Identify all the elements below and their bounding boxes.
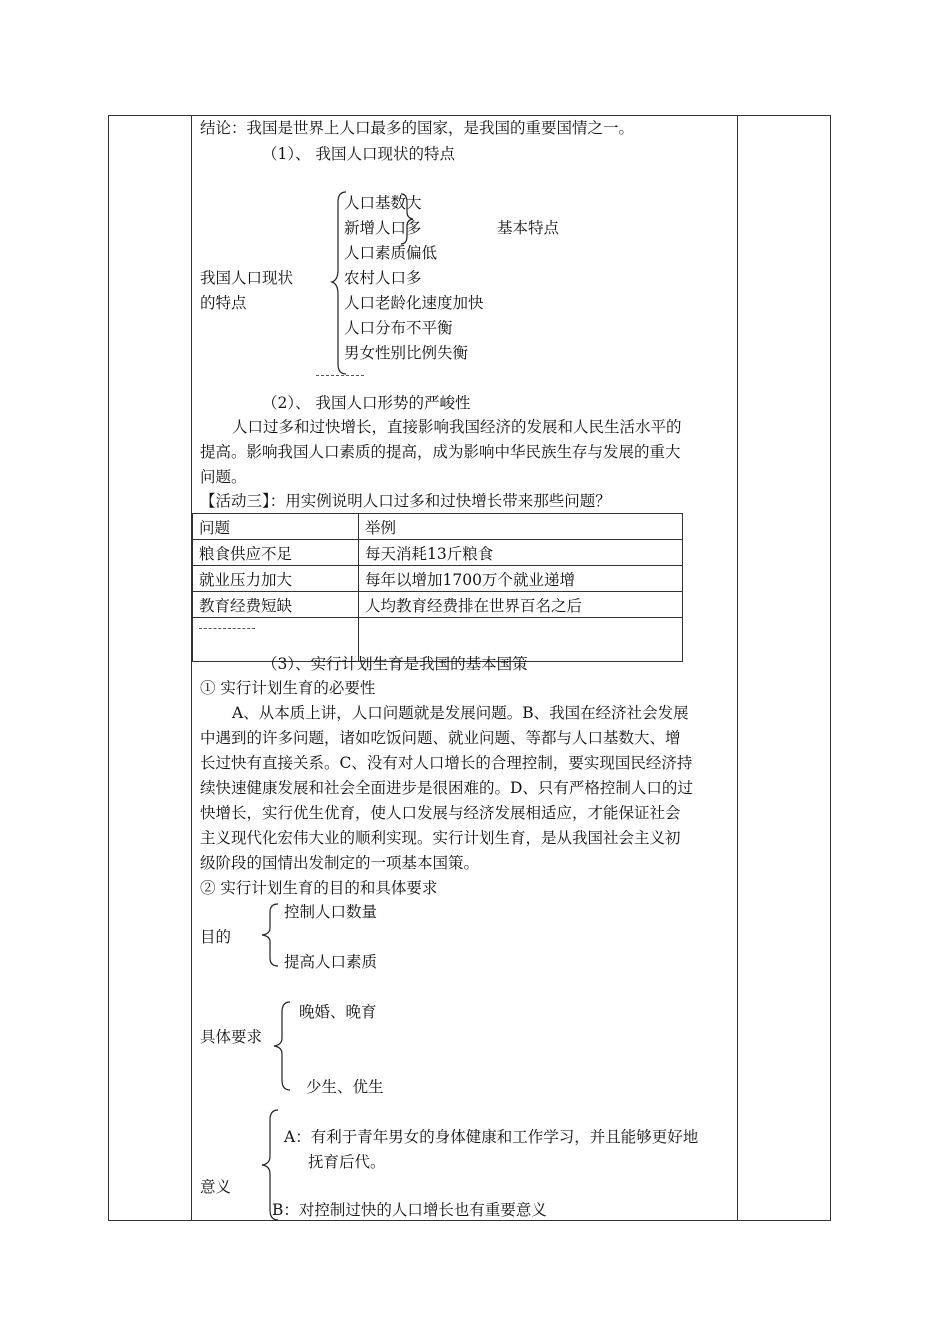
feature-item: 人口素质偏低 xyxy=(344,244,438,262)
section3-para-line: 快增长，实行优生优育，使人口发展与经济发展相适应，才能保证社会 xyxy=(200,804,681,822)
section3-heading: （3）、实行计划生育是我国的基本国策 xyxy=(262,655,528,673)
feature-item: 人口分布不平衡 xyxy=(344,319,453,337)
section2-para-line: 提高。影响我国人口素质的提高，成为影响中华民族生存与发展的重大 xyxy=(200,443,681,461)
requirement-item: 少生、优生 xyxy=(306,1078,384,1096)
section3-para-line: 续快速健康发展和社会全面进步是很困难的。D、只有严格控制人口的过 xyxy=(200,779,693,797)
column-divider-right xyxy=(737,115,738,1221)
requirements-label: 具体要求 xyxy=(200,1028,263,1046)
table-header-cell: 举例 xyxy=(359,514,683,540)
purpose-item: 提高人口素质 xyxy=(284,953,378,971)
column-divider-left xyxy=(191,115,192,1221)
meaning-a-line2: 抚育后代。 xyxy=(308,1153,386,1171)
table-cell: 每年以增加1700万个就业递增 xyxy=(359,566,683,592)
table-cell: 粮食供应不足 xyxy=(193,540,359,566)
feature-item: 农村人口多 xyxy=(344,269,422,287)
purpose-item: 控制人口数量 xyxy=(284,903,378,921)
section3-para-line: 级阶段的国情出发制定的一项基本国策。 xyxy=(200,854,480,872)
table-cell: 人均教育经费排在世界百名之后 xyxy=(359,592,683,618)
conclusion-text: 结论：我国是世界上人口最多的国家，是我国的重要国情之一。 xyxy=(200,119,635,137)
purpose-label: 目的 xyxy=(200,928,232,946)
feature-item: 新增人口多 xyxy=(344,219,422,237)
section2-para-line: 人口过多和过快增长，直接影响我国经济的发展和人民生活水平的 xyxy=(232,418,682,436)
section1-label-line1: 我国人口现状 xyxy=(200,269,294,287)
section3-sub1: ① 实行计划生育的必要性 xyxy=(200,679,376,697)
table-header-row xyxy=(193,514,683,540)
meaning-a-line1: A：有利于青年男女的身体健康和工作学习，并且能够更好地 xyxy=(284,1128,699,1146)
section2-para-line: 问题。 xyxy=(200,468,247,486)
activity-table xyxy=(192,513,683,662)
dashed-continuation xyxy=(199,628,255,629)
basic-features-label: 基本特点 xyxy=(497,219,560,237)
section3-para-line: 中遇到的许多问题，诸如吃饭问题、就业问题、等都与人口基数大、增 xyxy=(200,729,681,747)
section3-para-line: A、从本质上讲，人口问题就是发展问题。B、我国在经济社会发展 xyxy=(232,704,689,722)
table-row xyxy=(193,592,683,618)
feature-item: 人口老龄化速度加快 xyxy=(344,294,484,312)
table-cell: 每天消耗13斤粮食 xyxy=(359,540,683,566)
table-cell: 就业压力加大 xyxy=(193,566,359,592)
requirements-brace xyxy=(270,998,296,1094)
dashed-continuation xyxy=(316,375,364,376)
feature-item: 男女性别比例失衡 xyxy=(344,344,469,362)
meaning-b: B：对控制过快的人口增长也有重要意义 xyxy=(272,1201,547,1219)
feature-item: 人口基数大 xyxy=(344,194,422,212)
section1-label-line2: 的特点 xyxy=(200,294,247,312)
purpose-brace xyxy=(258,900,284,970)
table-row xyxy=(193,540,683,566)
section3-sub2: ② 实行计划生育的目的和具体要求 xyxy=(200,879,438,897)
section3-para-line: 长过快有直接关系。C、没有对人口增长的合理控制，要实现国民经济持 xyxy=(200,754,693,772)
section3-para-line: 主义现代化宏伟大业的顺利实现。实行计划生育，是从我国社会主义初 xyxy=(200,829,681,847)
table-cell: 教育经费短缺 xyxy=(193,592,359,618)
requirement-item: 晚婚、晚育 xyxy=(299,1003,377,1021)
section1-heading: （1）、 我国人口现状的特点 xyxy=(262,145,456,163)
table-header-cell: 问题 xyxy=(193,514,359,540)
meaning-label: 意义 xyxy=(200,1178,232,1196)
activity-title: 【活动三】：用实例说明人口过多和过快增长带来那些问题？ xyxy=(200,492,611,510)
section2-heading: （2）、 我国人口形势的严峻性 xyxy=(262,394,471,412)
table-row xyxy=(193,566,683,592)
